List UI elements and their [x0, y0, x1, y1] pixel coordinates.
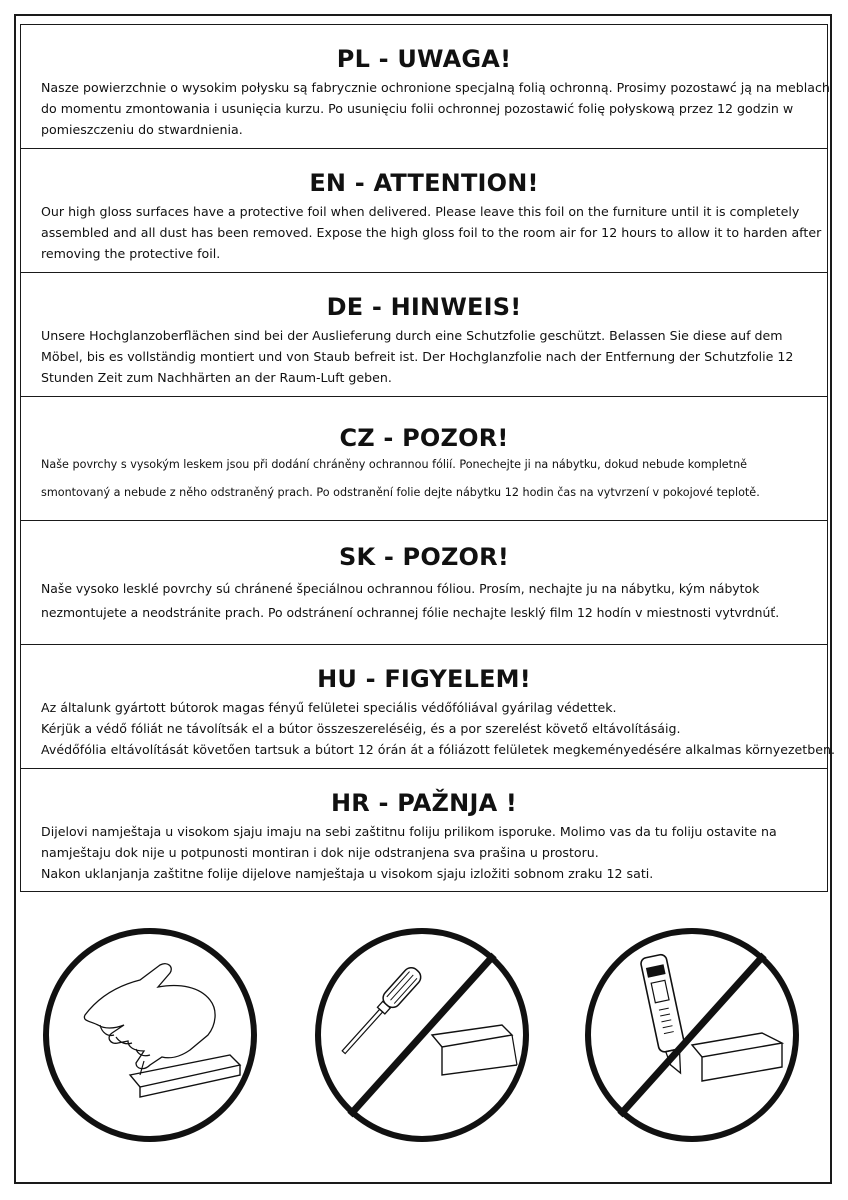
body-line: Our high gloss surfaces have a protective foil when delivered. Please leave this foil on the furniture until it is completely: [41, 204, 800, 219]
no-utility-knife-icon: [582, 925, 802, 1145]
section-pl: [20, 24, 828, 148]
no-screwdriver-icon: [312, 925, 532, 1145]
body-line: nezmontujete a neodstránite prach. Po odstránení ochrannej fólie nechajte lesklý film 12 hodín v miestnosti vytvrdnúť.: [41, 605, 780, 620]
warning-sections: [20, 24, 835, 892]
section-en: [20, 148, 828, 272]
section-title: EN - ATTENTION!: [309, 169, 539, 197]
section-body: [41, 451, 807, 507]
body-line: removing the protective foil.: [41, 246, 221, 261]
hand-peeling-foil-icon: [40, 925, 260, 1145]
body-line: do momentu zmontowania i usunięcia kurzu. Po usunięciu folii ochronnej pozostawić folię połyskową przez 12 godzin w: [41, 101, 794, 116]
section-de: [20, 272, 828, 396]
body-line: Nasze powierzchnie o wysokim połysku są fabrycznie ochronione specjalną folią ochronną. Prosimy pozostawć ją na meblach: [41, 80, 830, 95]
body-line: Naše povrchy s vysokým leskem jsou při dodání chráněny ochrannou fólií. Ponechejte ji na nábytku, dokud nebude kompletně: [41, 458, 748, 471]
section-body: [41, 821, 807, 884]
section-body: [41, 325, 807, 388]
body-line: Az általunk gyártott bútorok magas fényű felületei speciális védőfóliával gyárilag védettek.: [41, 700, 617, 715]
section-title: CZ - POZOR!: [339, 424, 509, 452]
body-line: namještaju dok nije u potpunosti montiran i dok nije odstranjena sva prašina u prostoru.: [41, 845, 599, 860]
section-cz: [20, 396, 828, 520]
pictogram-row: [40, 925, 808, 1145]
body-line: pomieszczeniu do stwardnienia.: [41, 122, 243, 137]
section-title: HR - PAŽNJA !: [330, 789, 518, 817]
body-line: Naše vysoko lesklé povrchy sú chránené špeciálnou ochrannou fóliou. Prosím, nechajte ju na nábytku, kým nábytok: [41, 581, 760, 596]
body-line: Möbel, bis es vollständig montiert und von Staub befreit ist. Der Hochglanzfolie nach der Entfernung der Schutzfolie 12: [41, 349, 794, 364]
body-line: Stunden Zeit zum Nachhärten an der Raum-Luft geben.: [41, 370, 392, 385]
section-body: [41, 201, 822, 264]
section-body: [41, 77, 830, 140]
section-title: PL - UWAGA!: [336, 45, 512, 73]
body-line: Nakon uklanjanja zaštitne folije dijelove namještaja u visokom sjaju izložiti sobnom zraku 12 sati.: [41, 866, 654, 881]
body-line: smontovaný a nebude z něho odstraněný prach. Po odstranění folie dejte nábytku 12 hodin čas na vytvrzení v pokojové teplotě.: [41, 486, 760, 499]
section-sk: [20, 520, 828, 644]
section-hu: [20, 644, 835, 768]
section-body: [41, 577, 807, 625]
section-title: DE - HINWEIS!: [326, 293, 522, 321]
section-title: HU - FIGYELEM!: [317, 665, 531, 693]
body-line: Avédőfólia eltávolítását követően tartsuk a bútort 12 órán át a fóliázott felületek megkeményedésére alkalmas környezetben.: [41, 742, 835, 757]
section-hr: [20, 768, 828, 892]
body-line: Dijelovi namještaja u visokom sjaju imaju na sebi zaštitnu foliju prilikom isporuke. Molimo vas da tu foliju ostavite na: [41, 824, 777, 839]
body-line: Unsere Hochglanzoberflächen sind bei der Auslieferung durch eine Schutzfolie geschützt. Belassen Sie diese auf dem: [41, 328, 783, 343]
body-line: assembled and all dust has been removed. Expose the high gloss foil to the room air for 12 hours to allow it to harden after: [41, 225, 822, 240]
body-line: Kérjük a védő fóliát ne távolítsák el a bútor összeszereléséig, és a por szerelést követő eltávolításáig.: [41, 721, 681, 736]
section-body: [41, 697, 835, 760]
section-title: SK - POZOR!: [339, 543, 509, 571]
